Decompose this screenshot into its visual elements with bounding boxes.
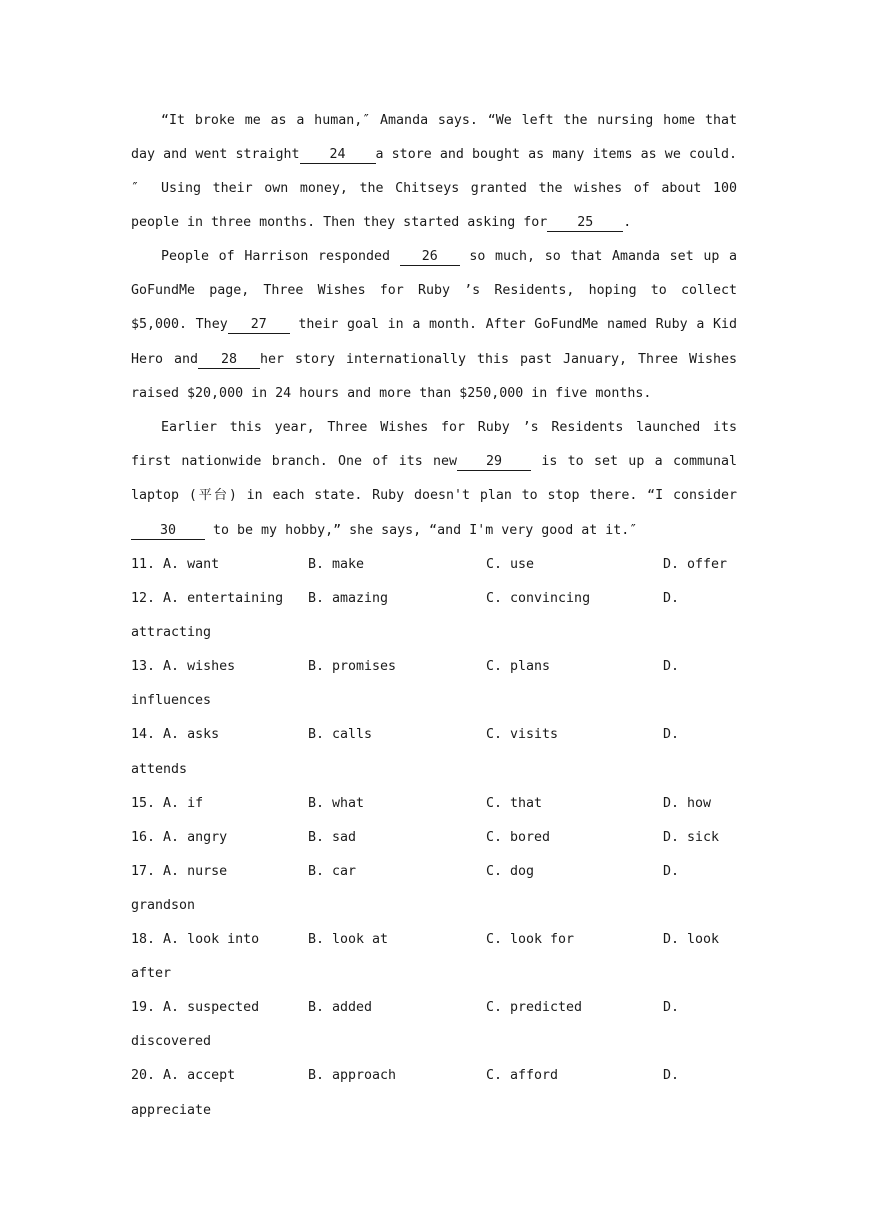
option-d: D.	[663, 727, 680, 743]
p4-text-1: Earlier this year, Three Wishes for Ruby ’s Residents launched its first nationwide branch. One of its new	[131, 420, 737, 470]
option-d-wrapped: grandson	[131, 897, 196, 913]
option-c: C. predicted	[486, 1000, 583, 1016]
question-17	[131, 855, 751, 923]
p3-text-4: her story internationally this past January, Three Wishes raised $20,000 in 24 hours and more than $250,000 in five months.	[131, 351, 737, 401]
p3-text-1: People of Harrison responded	[161, 249, 391, 264]
question-19	[131, 991, 751, 1059]
option-a: 17. A. nurse	[131, 863, 228, 879]
option-c: C. afford	[486, 1068, 559, 1084]
p2-text-before: Using their own money, the Chitseys granted the wishes of about 100 people in three months. Then they started asking for	[131, 181, 737, 231]
blank-29	[457, 454, 531, 471]
option-b: B. promises	[308, 659, 397, 675]
p1-text-before: “It broke me as a human,″ Amanda says. “We left the nursing home that day and went straight	[131, 113, 737, 163]
paragraph-2	[131, 172, 737, 240]
option-b: B. make	[308, 557, 365, 572]
blank-27-number: 27	[250, 317, 267, 333]
option-d: D. sick	[663, 829, 720, 845]
option-b: B. added	[308, 1000, 373, 1016]
option-d: D.	[663, 1000, 680, 1016]
blank-26	[400, 249, 460, 266]
option-d: D. how	[663, 795, 712, 811]
option-d-wrapped: attends	[131, 761, 188, 777]
p4-text-3: to be my hobby,” she says, “and I'm very good at it.″	[213, 522, 638, 538]
question-18	[131, 923, 751, 991]
option-d: D.	[663, 1068, 680, 1084]
option-c: C. dog	[486, 863, 535, 879]
option-c: C. plans	[486, 659, 551, 675]
option-c: C. convincing	[486, 591, 591, 607]
option-c: C. that	[486, 795, 543, 811]
blank-29-number: 29	[486, 454, 503, 470]
paragraph-4	[131, 411, 737, 548]
paragraph-3	[131, 240, 737, 411]
option-d-wrapped: influences	[131, 693, 212, 709]
question-12	[131, 582, 751, 650]
question-20	[131, 1059, 751, 1127]
blank-25	[547, 215, 623, 232]
option-c: C. visits	[486, 727, 559, 743]
option-a: 12. A. entertaining	[131, 591, 284, 607]
option-c: C. bored	[486, 829, 551, 845]
option-a: 15. A. if	[131, 795, 204, 811]
option-a: 16. A. angry	[131, 829, 228, 845]
blank-28	[198, 352, 260, 369]
option-b: B. calls	[308, 727, 373, 743]
blank-28-number: 28	[220, 351, 237, 367]
option-a: 11. A. want	[131, 557, 220, 572]
p3-text-2: so much, so that Amanda set up a GoFundMe page, Three Wishes for Ruby ’s Residents, hoping to collect $5,000. They	[131, 249, 737, 333]
question-11	[131, 548, 751, 582]
question-15	[131, 787, 751, 821]
option-d: D.	[663, 863, 680, 879]
blank-30-number: 30	[159, 522, 176, 538]
option-a: 14. A. asks	[131, 727, 220, 743]
question-options-list	[131, 548, 751, 1128]
option-d: D. offer	[663, 557, 728, 572]
question-14	[131, 718, 751, 786]
option-b: B. approach	[308, 1068, 397, 1084]
blank-30	[131, 523, 205, 540]
option-a: 19. A. suspected	[131, 1000, 260, 1016]
option-c: C. look for	[486, 932, 575, 948]
p2-text-after: .	[623, 215, 632, 231]
option-b: B. sad	[308, 829, 357, 845]
option-d: D.	[663, 591, 680, 607]
blank-24-number: 24	[329, 147, 346, 163]
option-d-wrapped: appreciate	[131, 1102, 212, 1118]
option-a: 13. A. wishes	[131, 659, 236, 675]
option-d: D. look	[663, 932, 720, 948]
option-b: B. amazing	[308, 591, 389, 607]
blank-24	[300, 147, 376, 164]
blank-25-number: 25	[577, 215, 594, 231]
option-c: C. use	[486, 557, 535, 572]
blank-27	[228, 317, 290, 334]
option-a: 18. A. look into	[131, 932, 260, 948]
option-b: B. car	[308, 863, 357, 879]
option-b: B. look at	[308, 932, 389, 948]
option-a: 20. A. accept	[131, 1068, 236, 1084]
option-d: D.	[663, 659, 680, 675]
question-13	[131, 650, 751, 718]
p1-text-after: a store and bought as many items as we could.″	[131, 147, 737, 197]
option-d-wrapped: after	[131, 966, 172, 982]
blank-26-number: 26	[421, 249, 438, 264]
p4-text-2: is to set up a communal laptop (平台) in each state. Ruby doesn't plan to stop there. “I consider	[131, 454, 737, 504]
question-16	[131, 821, 751, 855]
option-b: B. what	[308, 795, 365, 811]
option-d-wrapped: discovered	[131, 1034, 212, 1050]
p3-text-3: their goal in a month. After GoFundMe named Ruby a Kid Hero and	[131, 317, 737, 367]
option-d-wrapped: attracting	[131, 625, 212, 641]
